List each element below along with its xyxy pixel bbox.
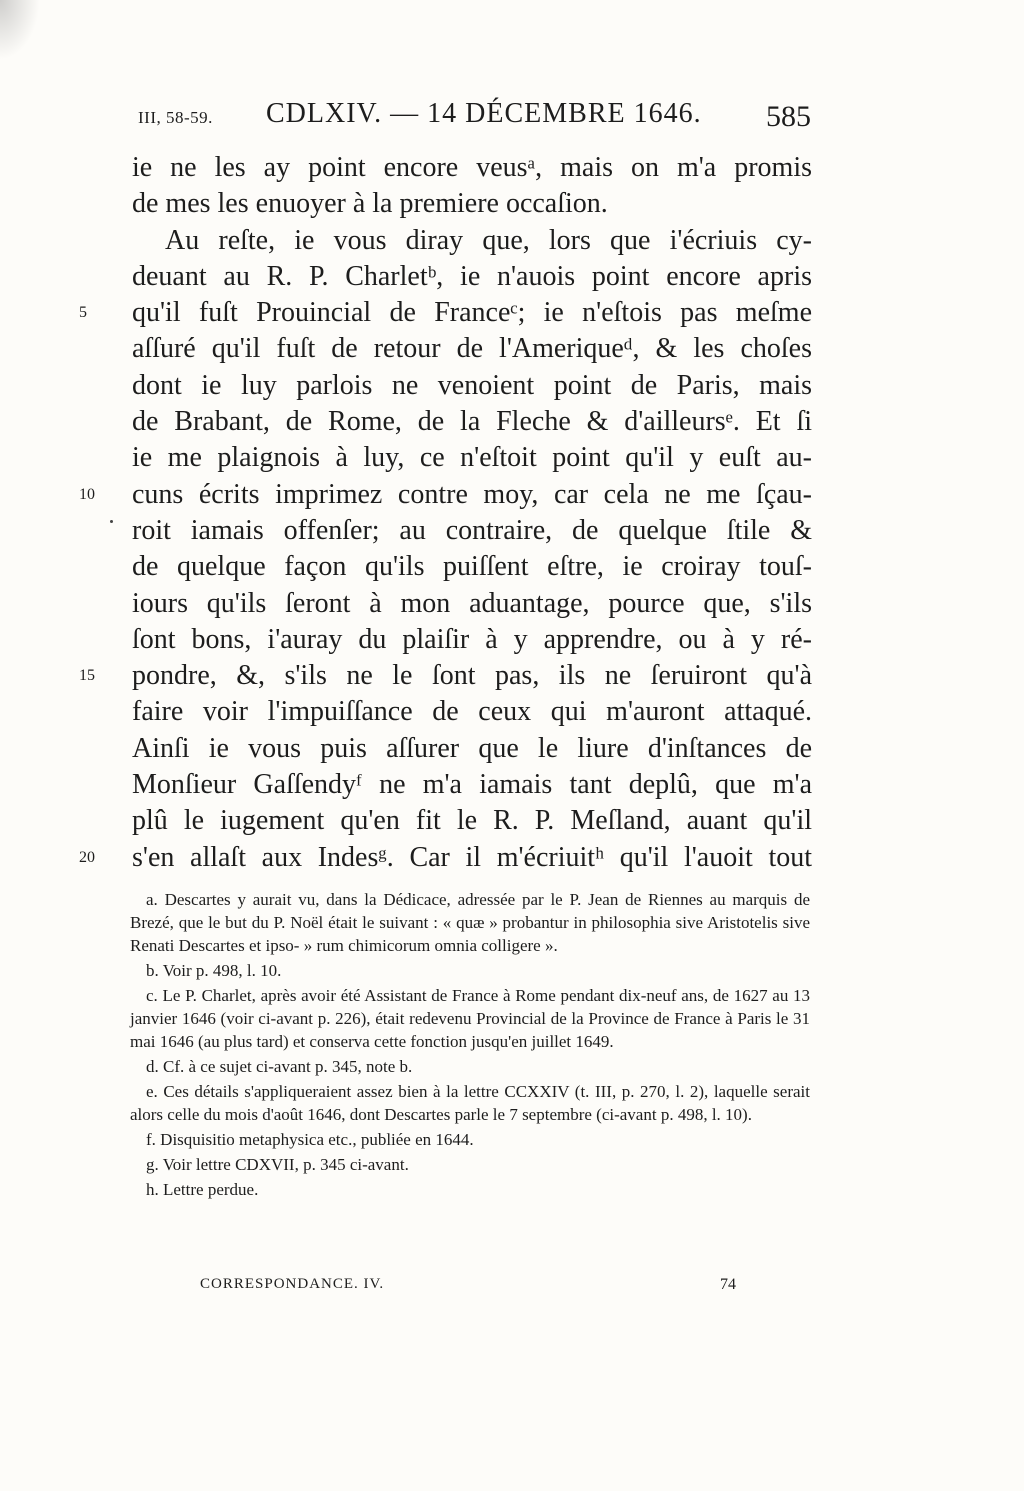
line-text: Au reſte, ie vous diray que, lors que i'écriuis cy- bbox=[165, 224, 812, 256]
text-line bbox=[132, 586, 812, 622]
line-text: ſont bons, i'auray du plaiſir à y apprendre, ou à y ré- bbox=[132, 623, 812, 655]
text-line bbox=[132, 223, 812, 259]
text-line bbox=[79, 295, 812, 331]
scan-shadow bbox=[0, 0, 40, 60]
footnote: d. Cf. à ce sujet ci-avant p. 345, note b. bbox=[146, 1057, 413, 1076]
footnote: c. Le P. Charlet, après avoir été Assistant de France à Rome pendant dix-neuf ans, de 1627 au 13 janvier 1646 (voir ci-avant p. 226), était redevenu Provincial de la Province de France à Paris le 31 mai 1646 (au plus tard) et conserva cette fonction jusqu'en juillet 1649. bbox=[130, 986, 810, 1051]
line-text: aſſuré qu'il fuſt de retour de l'Ameriqueᵈ, & les choſes bbox=[132, 333, 812, 365]
line-text: deuant au R. P. Charletᵇ, ie n'auois point encore apris bbox=[132, 260, 812, 292]
header-title: CDLXIV. — 14 DÉCEMBRE 1646. bbox=[266, 98, 702, 129]
line-text: de quelque façon qu'ils puiſſent eſtre, ie croiray touſ- bbox=[132, 551, 812, 583]
line-number: 20 bbox=[79, 848, 95, 866]
line-text: qu'il fuſt Prouincial de Franceᶜ; ie n'eſtois pas meſme bbox=[132, 297, 812, 329]
text-line bbox=[79, 658, 812, 694]
letter-body bbox=[79, 150, 812, 876]
line-text: Monſieur Gaſſendyᶠ ne m'a iamais tant deplû, que m'a bbox=[132, 769, 812, 801]
footnote: a. Descartes y aurait vu, dans la Dédicace, adressée par le P. Jean de Riennes au marquis de Brezé, que le but du P. Noël était le suivant : « quæ » probantur in philosophia sive Aristotelis sive Renati Descartes et ipso- » rum chimicorum omnia colligere ». bbox=[130, 890, 810, 955]
line-text: s'en allaſt aux Indesᵍ. Car il m'écriuitʰ qu'il l'auoit tout bbox=[132, 841, 812, 873]
footnote: h. Lettre perdue. bbox=[146, 1180, 259, 1199]
text-line bbox=[132, 404, 812, 440]
text-line bbox=[132, 150, 812, 186]
line-number: 10 bbox=[79, 485, 95, 503]
scan-speck bbox=[110, 520, 113, 523]
footnotes bbox=[130, 888, 810, 1203]
text-line bbox=[79, 840, 812, 876]
text-line bbox=[132, 767, 812, 803]
line-text: iours qu'ils ſeront à mon aduantage, pource que, s'ils bbox=[132, 587, 812, 619]
text-line bbox=[132, 622, 812, 658]
line-text: dont ie luy parlois ne venoient point de Paris, mais bbox=[132, 369, 812, 401]
text-line bbox=[132, 259, 812, 295]
text-line bbox=[132, 368, 812, 404]
line-number: 5 bbox=[79, 304, 87, 322]
text-line bbox=[132, 731, 812, 767]
page-number: 585 bbox=[766, 100, 811, 133]
header-reference: III, 58-59. bbox=[138, 108, 213, 127]
text-line bbox=[132, 186, 812, 222]
footer-signature: 74 bbox=[720, 1276, 736, 1293]
line-number: 15 bbox=[79, 667, 95, 685]
text-line bbox=[79, 477, 812, 513]
line-text: faire voir l'impuiſſance de ceux qui m'auront attaqué. bbox=[132, 696, 812, 728]
footnote: e. Ces détails s'appliqueraient assez bien à la lettre CCXXIV (t. III, p. 270, l. 2), laquelle serait alors celle du mois d'août 1646, dont Descartes parle le 7 septembre (ci-avant p. 498, l. 10). bbox=[130, 1082, 810, 1124]
line-text: pondre, &, s'ils ne le ſont pas, ils ne ſeruiront qu'à bbox=[132, 660, 812, 692]
line-text: roit iamais offenſer; au contraire, de quelque ſtile & bbox=[132, 514, 812, 546]
line-text: de mes les enuoyer à la premiere occaſion. bbox=[132, 188, 608, 220]
footer-volume: CORRESPONDANCE. IV. bbox=[200, 1276, 385, 1292]
line-text: Ainſi ie vous puis aſſurer que le liure d'inſtances de bbox=[132, 732, 812, 764]
line-text: ie ne les ay point encore veusᵃ, mais on m'a promis bbox=[132, 152, 812, 183]
text-line bbox=[132, 513, 812, 549]
footnote: g. Voir lettre CDXVII, p. 345 ci-avant. bbox=[146, 1155, 409, 1174]
footnote: b. Voir p. 498, l. 10. bbox=[146, 961, 282, 980]
text-line bbox=[132, 803, 812, 839]
text-line bbox=[132, 440, 812, 476]
line-text: cuns écrits imprimez contre moy, car cela ne me ſçau- bbox=[132, 478, 812, 510]
text-line bbox=[132, 694, 812, 730]
line-text: ie me plaignois à luy, ce n'eſtoit point qu'il y euſt au- bbox=[132, 442, 812, 474]
line-text: plû le iugement qu'en fit le R. P. Meſland, auant qu'il bbox=[132, 805, 812, 837]
text-line bbox=[132, 549, 812, 585]
footnote: f. Disquisitio metaphysica etc., publiée en 1644. bbox=[146, 1130, 474, 1149]
text-line bbox=[132, 331, 812, 367]
line-text: de Brabant, de Rome, de la Fleche & d'ailleursᵉ. Et ſi bbox=[132, 406, 812, 438]
